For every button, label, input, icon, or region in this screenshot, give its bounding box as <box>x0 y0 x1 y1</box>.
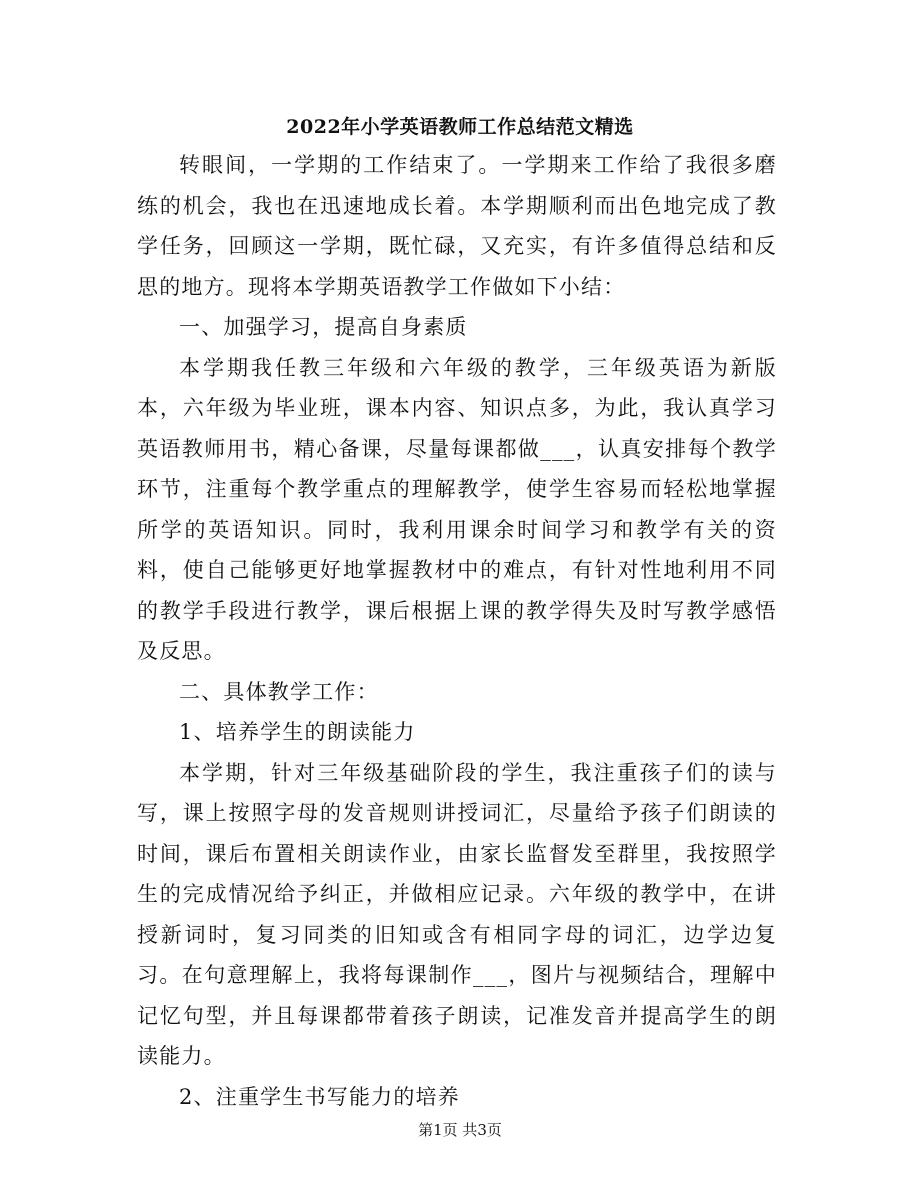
paragraph-intro: 转眼间，一学期的工作结束了。一学期来工作给了我很多磨练的机会，我也在迅速地成长着。本学期顺利而出色地完成了教学任务，回顾这一学期，既忙碌，又充实，有许多值得总结和反思的地方。现将本学期英语教学工作做如下小结： <box>137 153 777 299</box>
paragraph-reading: 本学期，针对三年级基础阶段的学生，我注重孩子们的读与写，课上按照字母的发音规则讲授词汇，尽量给予孩子们朗读的时间，课后布置相关朗读作业，由家长监督发至群里，我按照学生的完成情况给予纠正，并做相应记录。六年级的教学中，在讲授新词时，复习同类的旧知或含有相同字母的词汇，边学边复习。在句意理解上，我将每课制作___，图片与视频结合，理解中记忆句型，并且每课都带着孩子朗读，记准发音并提高学生的朗读能力。 <box>137 760 777 1068</box>
page-number: 第1页 共3页 <box>418 1121 502 1139</box>
section-heading-2: 二、具体教学工作： <box>179 679 379 704</box>
subheading-reading: 1、培养学生的朗读能力 <box>179 720 416 744</box>
document-title: 2022年小学英语教师工作总结范文精选 <box>286 116 634 138</box>
paragraph-study: 本学期我任教三年级和六年级的教学，三年级英语为新版本，六年级为毕业班，课本内容、知识点多，为此，我认真学习英语教师用书，精心备课，尽量每课都做___，认真安排每个教学环节，注重每个教学重点的理解教学，使学生容易而轻松地掌握所学的英语知识。同时，我利用课余时间学习和教学有关的资料，使自己能够更好地掌握教材中的难点，有针对性地利用不同的教学手段进行教学，课后根据上课的教学得失及时写教学感悟及反思。 <box>137 355 777 663</box>
document-body <box>137 145 777 1117</box>
subheading-writing: 2、注重学生书写能力的培养 <box>179 1084 460 1109</box>
section-heading-1: 一、加强学习，提高自身素质 <box>179 315 468 339</box>
